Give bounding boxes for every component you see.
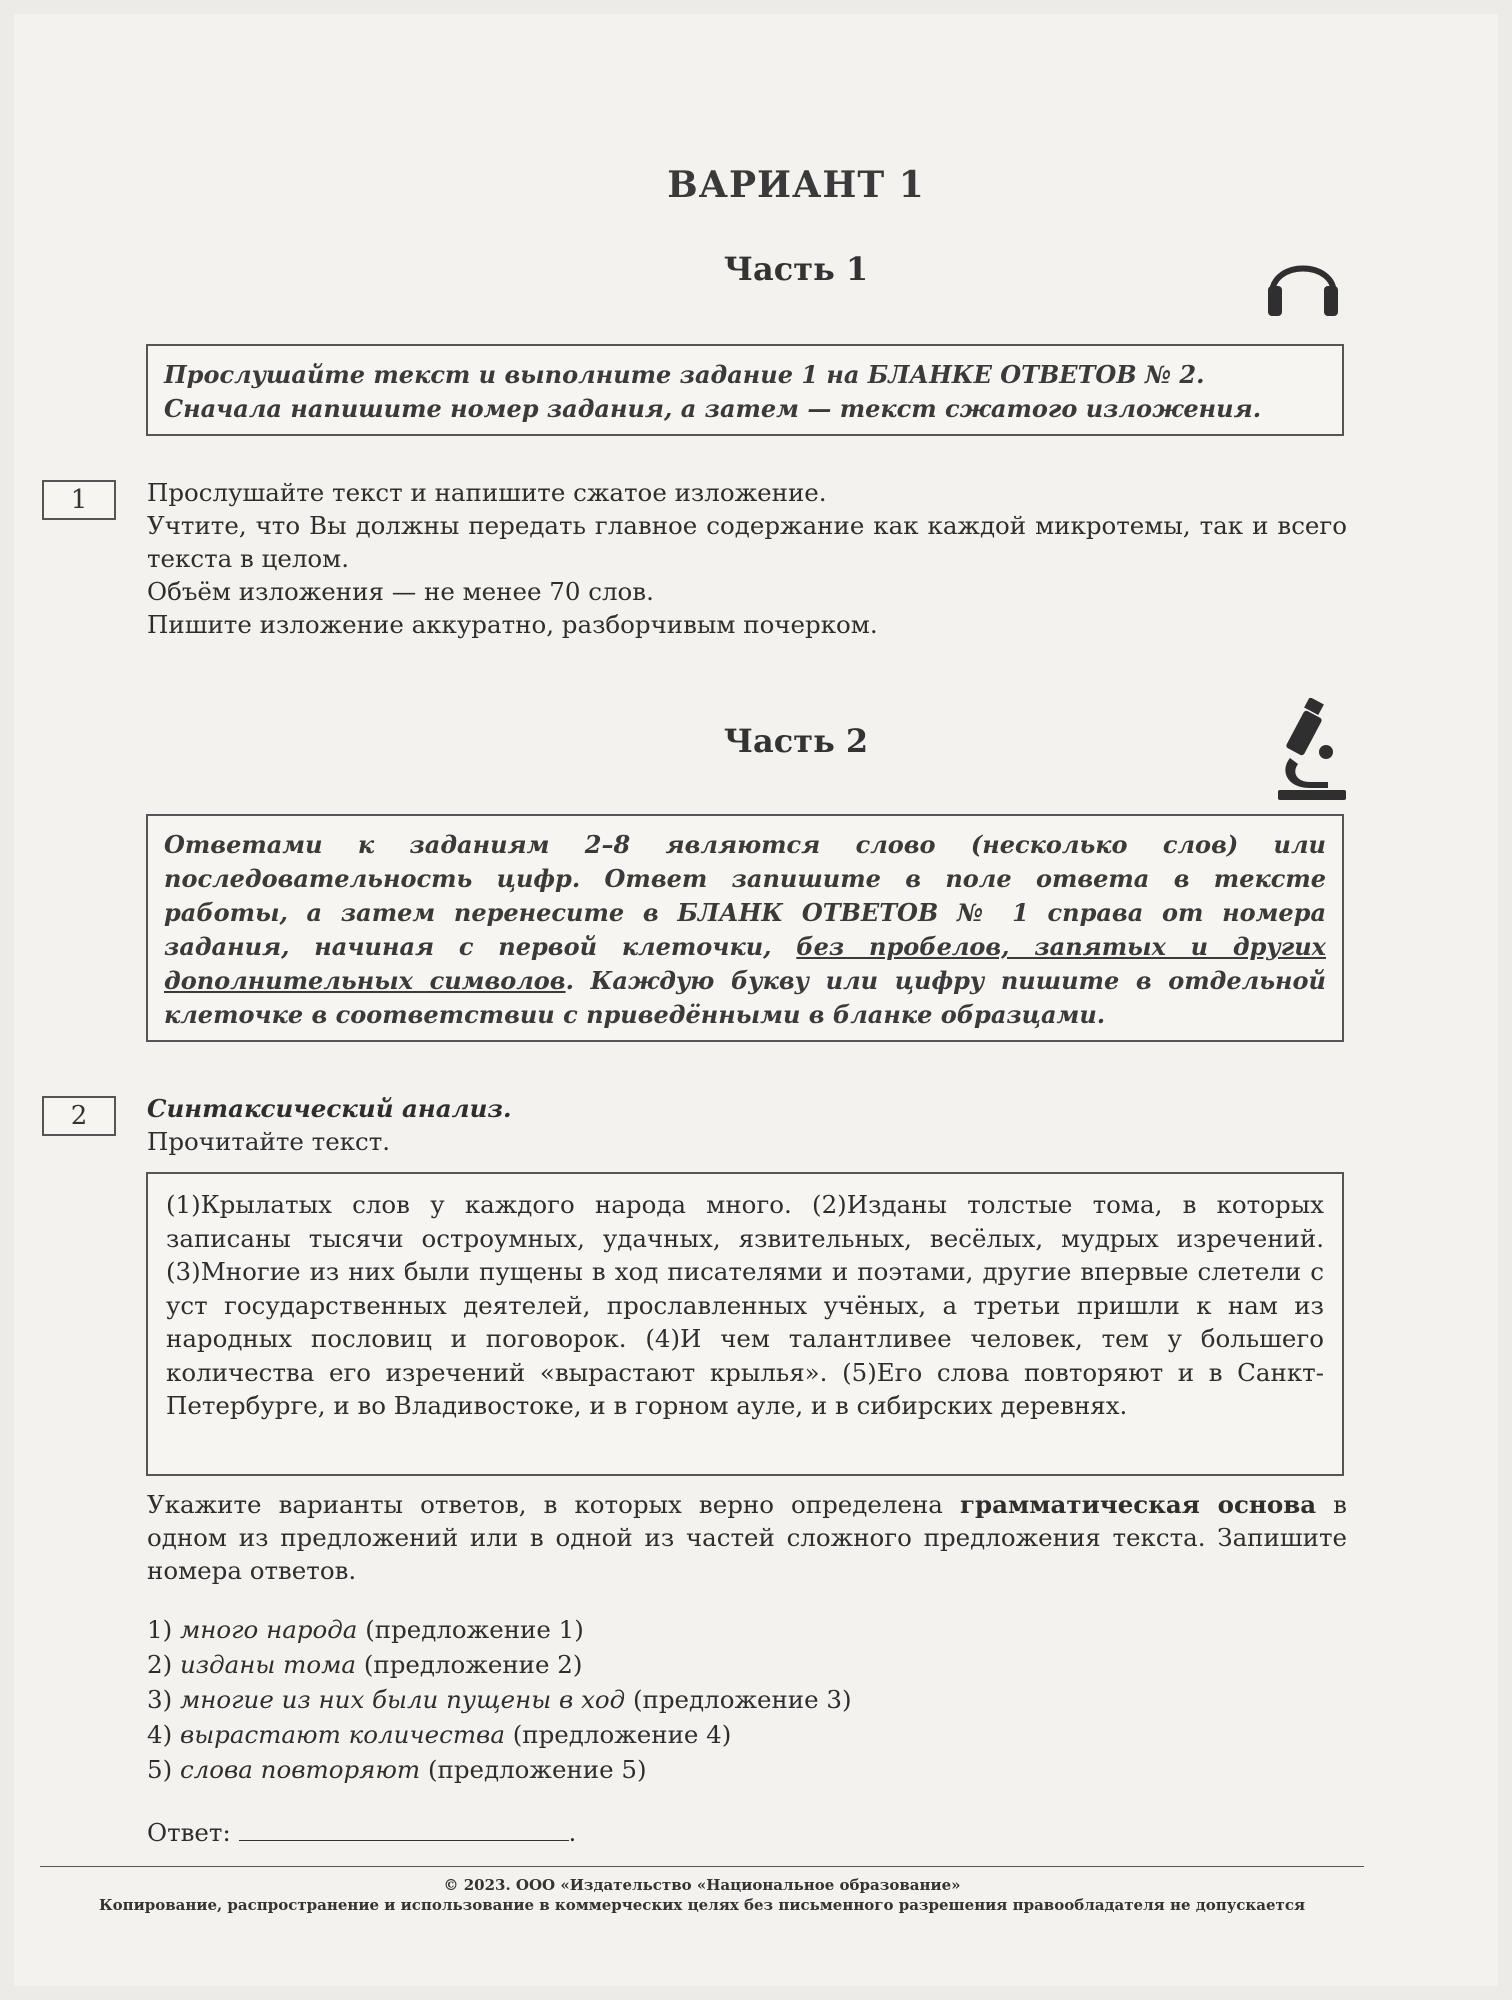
part2-instruction-end: . Каждую букву или цифру пишите в отдельной клеточке в соответствии с приведёнными в бланке образцами. xyxy=(164,966,1326,1029)
part1-title: Часть 1 xyxy=(723,250,869,288)
task1-text xyxy=(147,476,1347,641)
part1-instruction-box xyxy=(146,344,1344,436)
task2-heading-block xyxy=(147,1092,1347,1158)
microscope-icon xyxy=(1270,698,1354,804)
option-phrase: много народа xyxy=(179,1615,358,1644)
part2-instruction-box xyxy=(146,814,1344,1042)
answer-field[interactable] xyxy=(239,1817,569,1841)
task2-text-box xyxy=(146,1172,1344,1476)
option-phrase: многие из них были пущены в ход xyxy=(179,1685,626,1714)
task1-line-4: Пишите изложение аккуратно, разборчивым почерком. xyxy=(147,610,878,639)
option-number: 1) xyxy=(147,1615,173,1644)
footer-notice: Копирование, распространение и использование в коммерческих целях без письменного разрешения правообладателя не допускается xyxy=(98,1896,1306,1914)
option-number: 3) xyxy=(147,1685,173,1714)
option-number: 2) xyxy=(147,1650,173,1679)
task1-line-2: Учтите, что Вы должны передать главное содержание как каждой микротемы, так и всего текста в целом. xyxy=(147,511,1347,573)
variant-title: ВАРИАНТ 1 xyxy=(667,164,925,206)
option-number: 4) xyxy=(147,1720,173,1749)
answer-label: Ответ: xyxy=(147,1818,231,1847)
part2-instruction-underlined: без пробелов, запятых и других дополнительных символов xyxy=(164,932,1326,995)
footer-copyright: © 2023. ООО «Издательство «Национальное образование» xyxy=(443,1876,961,1894)
exam-page xyxy=(14,14,1498,1986)
option-phrase: изданы тома xyxy=(179,1650,357,1679)
task2-heading: Синтаксический анализ. xyxy=(147,1094,512,1123)
task-number-2: 2 xyxy=(42,1096,116,1136)
option-ref: (предложение 3) xyxy=(632,1685,852,1714)
option-1 xyxy=(147,1612,1347,1647)
part1-instruction-line-2: Сначала напишите номер задания, а затем — текст сжатого изложения. xyxy=(164,394,1262,423)
part1-instruction-line-1: Прослушайте текст и выполните задание 1 на БЛАНКЕ ОТВЕТОВ № 2. xyxy=(164,360,1205,389)
option-ref: (предложение 5) xyxy=(427,1755,647,1784)
answer-tail: . xyxy=(568,1818,577,1847)
option-phrase: слова повторяют xyxy=(179,1755,421,1784)
part2-title: Часть 2 xyxy=(723,722,869,760)
footer-divider xyxy=(40,1866,1364,1867)
option-5 xyxy=(147,1752,1347,1787)
task2-question-bold: грамматическая основа xyxy=(959,1490,1317,1519)
task-number-1: 1 xyxy=(42,480,116,520)
option-number: 5) xyxy=(147,1755,173,1784)
option-ref: (предложение 2) xyxy=(363,1650,583,1679)
task2-reading-text: (1)Крылатых слов у каждого народа много. (2)Изданы толстые тома, в которых записаны тысячи остроумных, удачных, язвительных, весёлых, мудрых изречений. (3)Многие из них были пущены в ход писателями и поэтами, другие впервые слетели с уст государственных деятелей, прославленных учёных, а третьи пришли к нам из народных пословиц и поговорок. (4)И чем талантливее человек, тем у большего количества его изречений «вырастают крылья». (5)Его слова повторяют и в Санкт-Петербурге, и во Владивостоке, и в горном ауле, и в сибирских деревнях. xyxy=(166,1190,1324,1420)
task2-question-start: Укажите варианты ответов, в которых верно определена xyxy=(147,1490,960,1519)
option-ref: (предложение 4) xyxy=(512,1720,732,1749)
headphones-icon xyxy=(1264,242,1342,322)
option-4 xyxy=(147,1717,1347,1752)
option-ref: (предложение 1) xyxy=(365,1615,584,1644)
answer-row xyxy=(147,1816,847,1849)
option-2 xyxy=(147,1647,1347,1682)
part2-instruction-start: Ответами к заданиям 2–8 являются слово (несколько слов) или последовательность цифр. Ответ запишите в поле ответа в тексте работы, а затем перенесите в БЛАНК ОТВЕТОВ № 1 справа от номера задания, начиная с первой клеточки, xyxy=(164,830,1326,961)
task1-line-3: Объём изложения — не менее 70 слов. xyxy=(147,577,654,606)
option-3 xyxy=(147,1682,1347,1717)
task2-options xyxy=(147,1612,1347,1787)
task2-question xyxy=(147,1488,1347,1587)
task2-read-prompt: Прочитайте текст. xyxy=(147,1127,391,1156)
task2-question-end: в одном из предложений или в одной из частей сложного предложения текста. Запишите номера ответов. xyxy=(147,1490,1347,1585)
task1-line-1: Прослушайте текст и напишите сжатое изложение. xyxy=(147,478,827,507)
option-phrase: вырастают количества xyxy=(179,1720,505,1749)
